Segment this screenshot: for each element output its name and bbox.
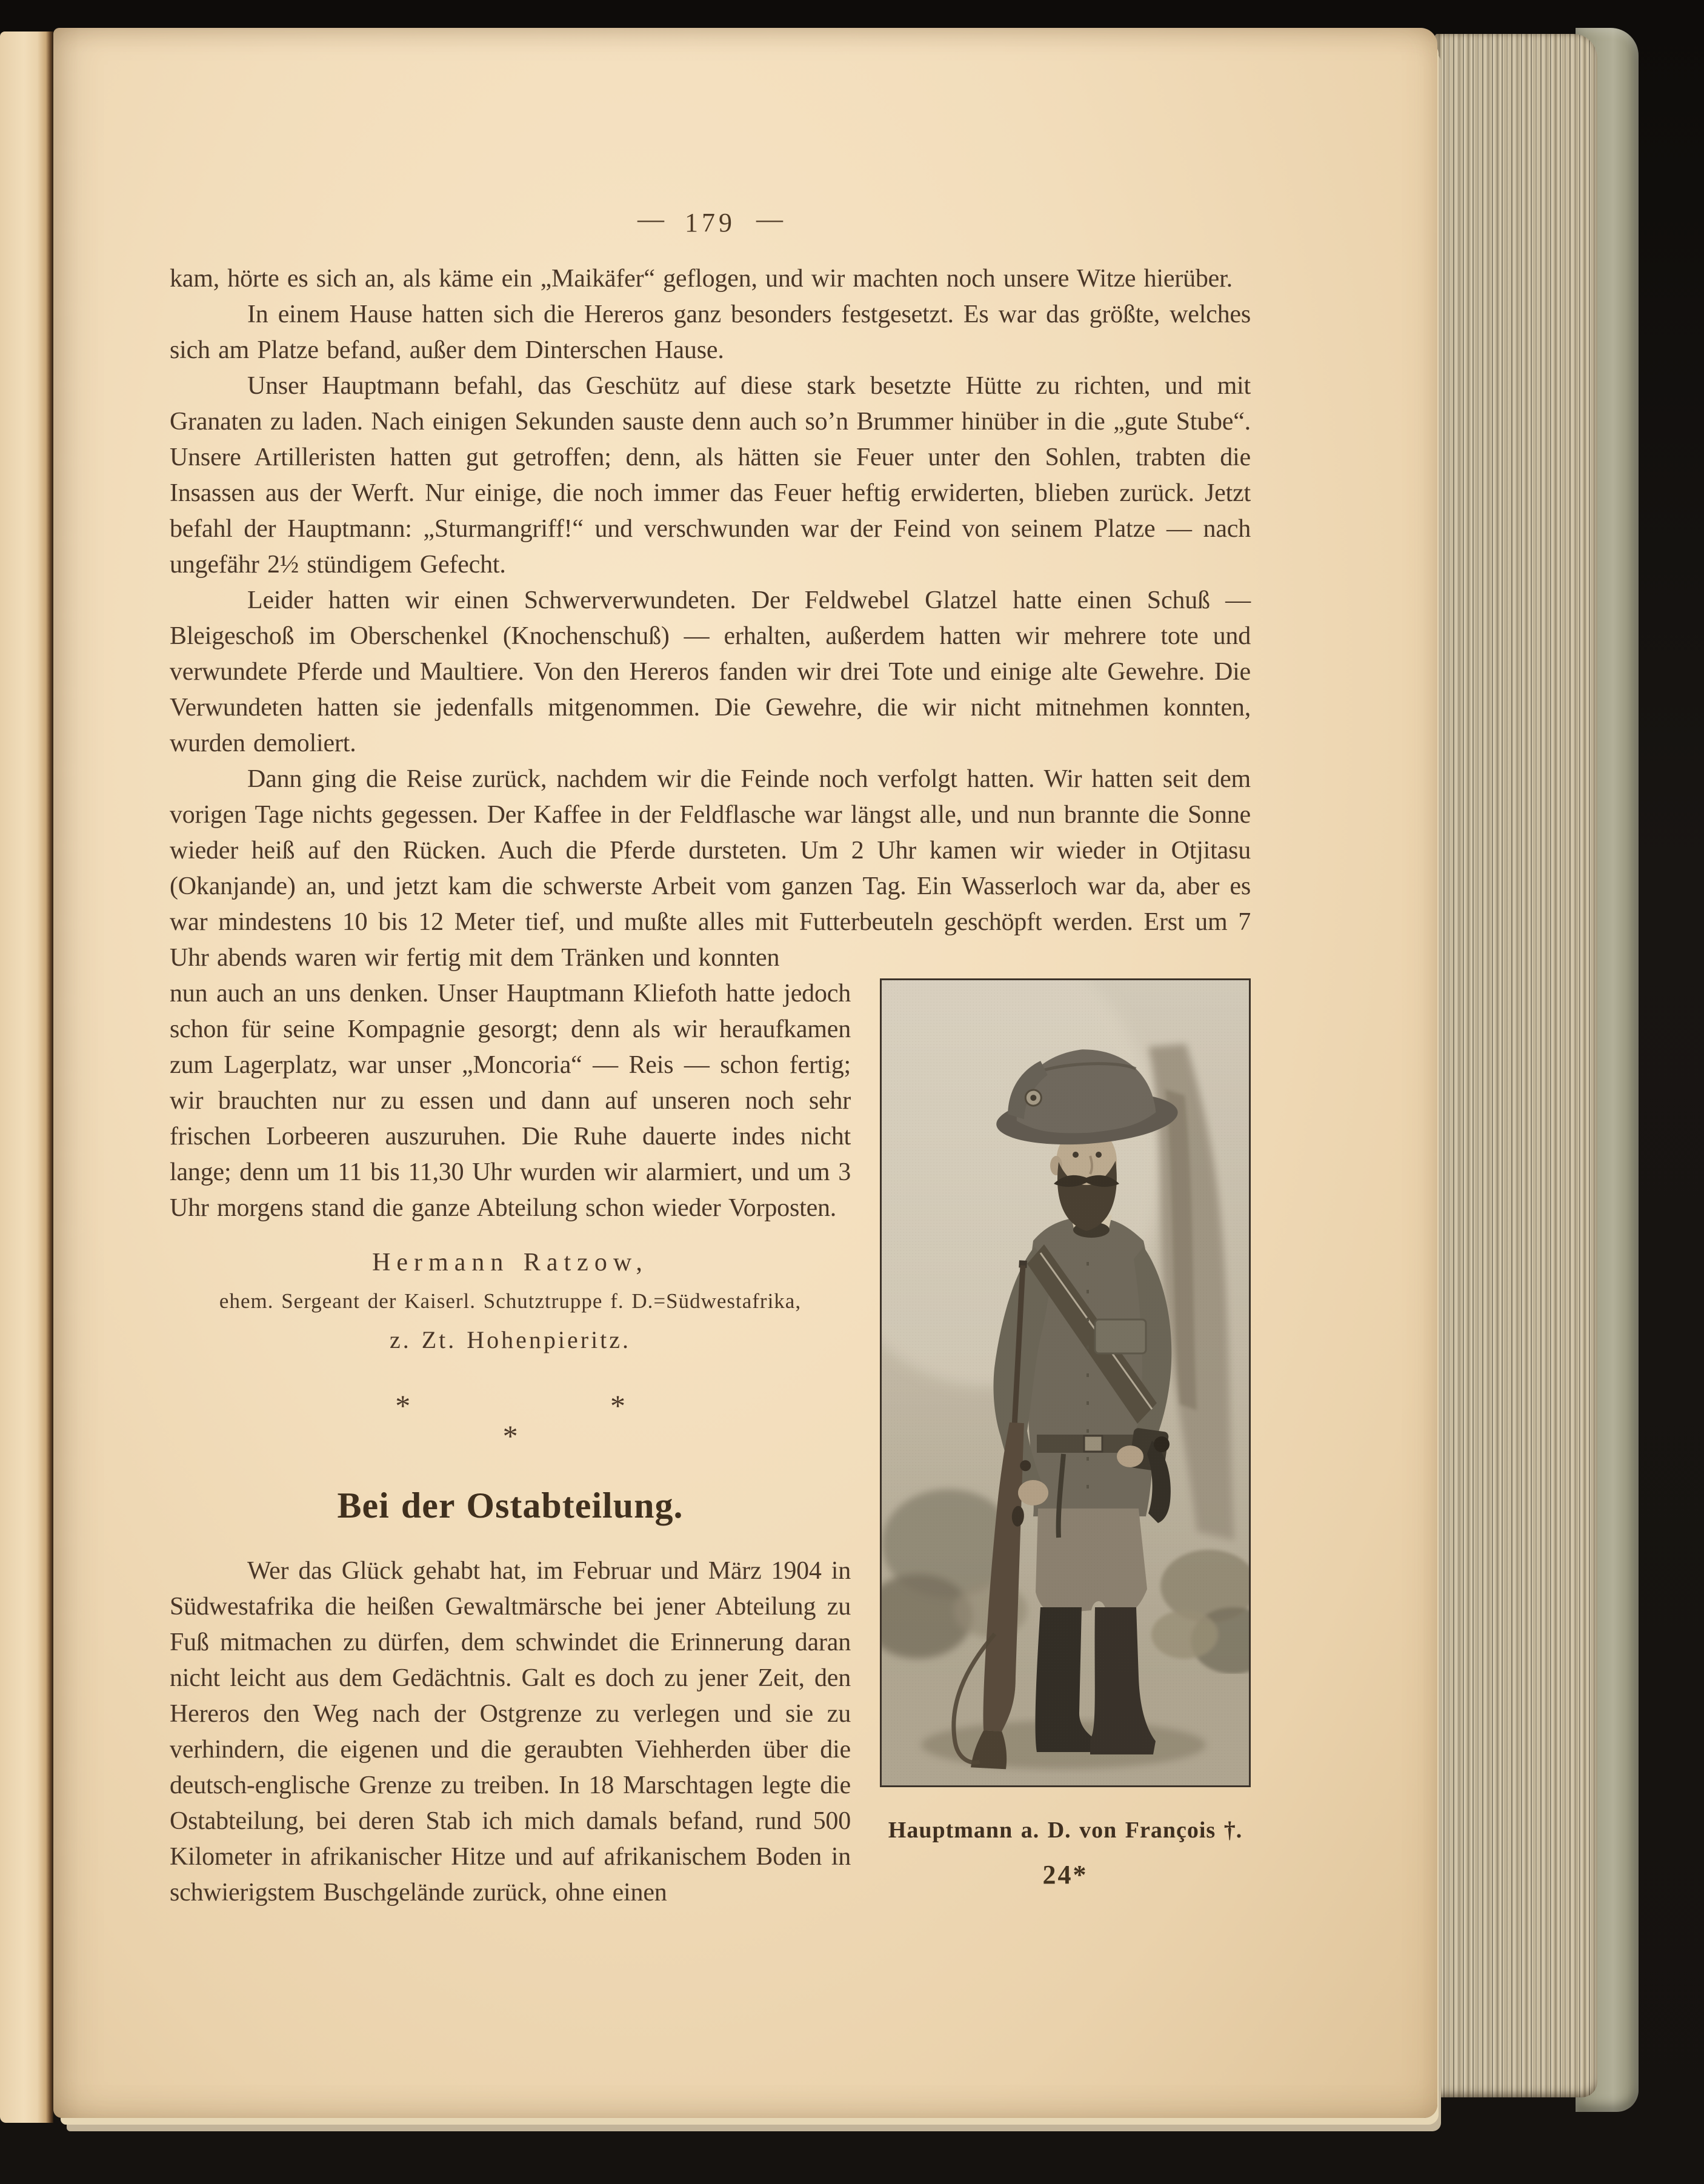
body-paragraph-5b-text: nun auch an uns denken. Unser Hauptmann Kliefoth hatte jedoch schon für seine Kompagnie gesorgt; denn als wir heraufkamen zum Lagerplatz, war unser „Moncoria“ — Reis — schon fertig; wir brauchten nur zu essen und dann auf unseren noch sehr frischen Lorbeeren auszuruhen. Die Ruhe dauerte indes nicht lange; denn um 11 bis 11,30 Uhr wurden wir alarmiert, und um 3 Uhr morgens stand die ganze Abteilung schon wieder Vorposten. [170,980,851,1222]
previous-page-edge [0,32,53,2123]
body-paragraph-1: kam, hörte es sich an, als käme ein „Maikäfer“ geflogen, und wir machten noch unsere Witze hierüber. [170,265,1233,293]
page-number-dash-right: — [756,204,783,234]
signature-name: Hermann Ratzow, [372,1249,648,1276]
asterisk-3: * [502,1419,518,1453]
body-paragraph-2: In einem Hause hatten sich die Hereros ganz besonders festgesetzt. Es war das größte, welches sich am Platze befand, außer dem Dinterschen Hause. [170,300,1251,364]
body-paragraph-4: Leider hatten wir einen Schwerverwundeten. Der Feldwebel Glatzel hatte einen Schuß — Bleigeschoß im Oberschenkel (Knochenschuß) — erhalten, außerdem hatten wir mehrere tote und verwundete Pferde und Maultiere. Von den Hereros fanden wir drei Tote und einige alte Gewehre. Die Verwundeten hatten sie jedenfalls mitgenommen. Die Gewehre, die wir nicht mitnehmen konnten, wurden demoliert. [170,586,1251,757]
book-page [53,28,1437,2118]
figure-caption: Hauptmann a. D. von François †. [888,1817,1243,1843]
portrait-photo-illustration [882,980,1249,1785]
printers-signature-mark: 24* [1042,1860,1088,1890]
page-number-value: 179 [685,208,736,237]
page-number-dash-left: — [637,204,664,234]
signature-place: z. Zt. Hohenpieritz. [389,1326,631,1353]
section-paragraph-1: Wer das Glück gehabt hat, im Februar und März 1904 in Südwestafrika die heißen Gewaltmärsche bei jener Abteilung zu Fuß mitmachen zu dürfen, dem schwindet die Erinnerung daran nicht leicht aus dem Gedächtnis. Galt es doch zu jener Zeit, den Hereros den Weg nach der Ostgrenze zu verlegen und sie zu verhindern, die eigenen und die geraubten Viehherden über die deutsch-englische Grenze zu treiben. In 18 Marschtagen legte die Ostabteilung, bei deren Stab ich mich damals befand, rund 500 Kilometer in afrikanischer Hitze und auf afrikanischem Boden in schwierigstem Buschgelände zurück, ohne einen [170,1557,851,1907]
section-heading: Bei der Ostabteilung. [337,1485,684,1525]
portrait-photo [880,978,1251,1787]
page-number [170,28,1251,238]
figure-von-francois [880,978,1251,1893]
asterisk-row [170,1389,851,1422]
body-paragraph-5: Dann ging die Reise zurück, nachdem wir die Feinde noch verfolgt hatten. Wir hatten seit dem vorigen Tage nichts gegessen. Der Kaffee in der Feldflasche war längst alle, und nun brannte die Sonne wieder heiß auf den Rücken. Auch die Pferde dursteten. Um 2 Uhr kamen wir wieder in Otjitasu (Okanjande) an, und jetzt kam die schwerste Arbeit vom ganzen Tag. Ein Wasserloch war da, aber es war mindestens 10 bis 12 Meter tief, und mußte alles mit Futterbeuteln geschöpft werden. Erst um 7 Uhr abends waren wir fertig mit dem Tränken und konnten [170,765,1251,972]
asterisk-1: * [395,1389,410,1422]
sepia-wash [882,980,1249,1785]
text-block [170,261,1251,1911]
page-content [170,28,1251,1911]
signature-role: ehem. Sergeant der Kaiserl. Schutztruppe f. D.=Südwestafrika, [219,1289,802,1313]
asterisk-2: * [610,1389,625,1422]
body-paragraph-3: Unser Hauptmann befahl, das Geschütz auf diese stark besetzte Hütte zu richten, und mit Granaten zu laden. Nach einigen Sekunden sauste denn auch so’n Brummer hinüber in die „gute Stube“. Unsere Artilleristen hatten gut getroffen; denn, als hätten sie Feuer unter den Sohlen, trabten die Insassen aus der Werft. Nur einige, die noch immer das Feuer heftig erwiderten, blieben zurück. Jetzt befahl der Hauptmann: „Sturmangriff!“ und verschwunden war der Feind von seinem Platze — nach ungefähr 2½ stündigem Gefecht. [170,372,1251,579]
page-stack-fore-edge [1435,34,1597,2097]
